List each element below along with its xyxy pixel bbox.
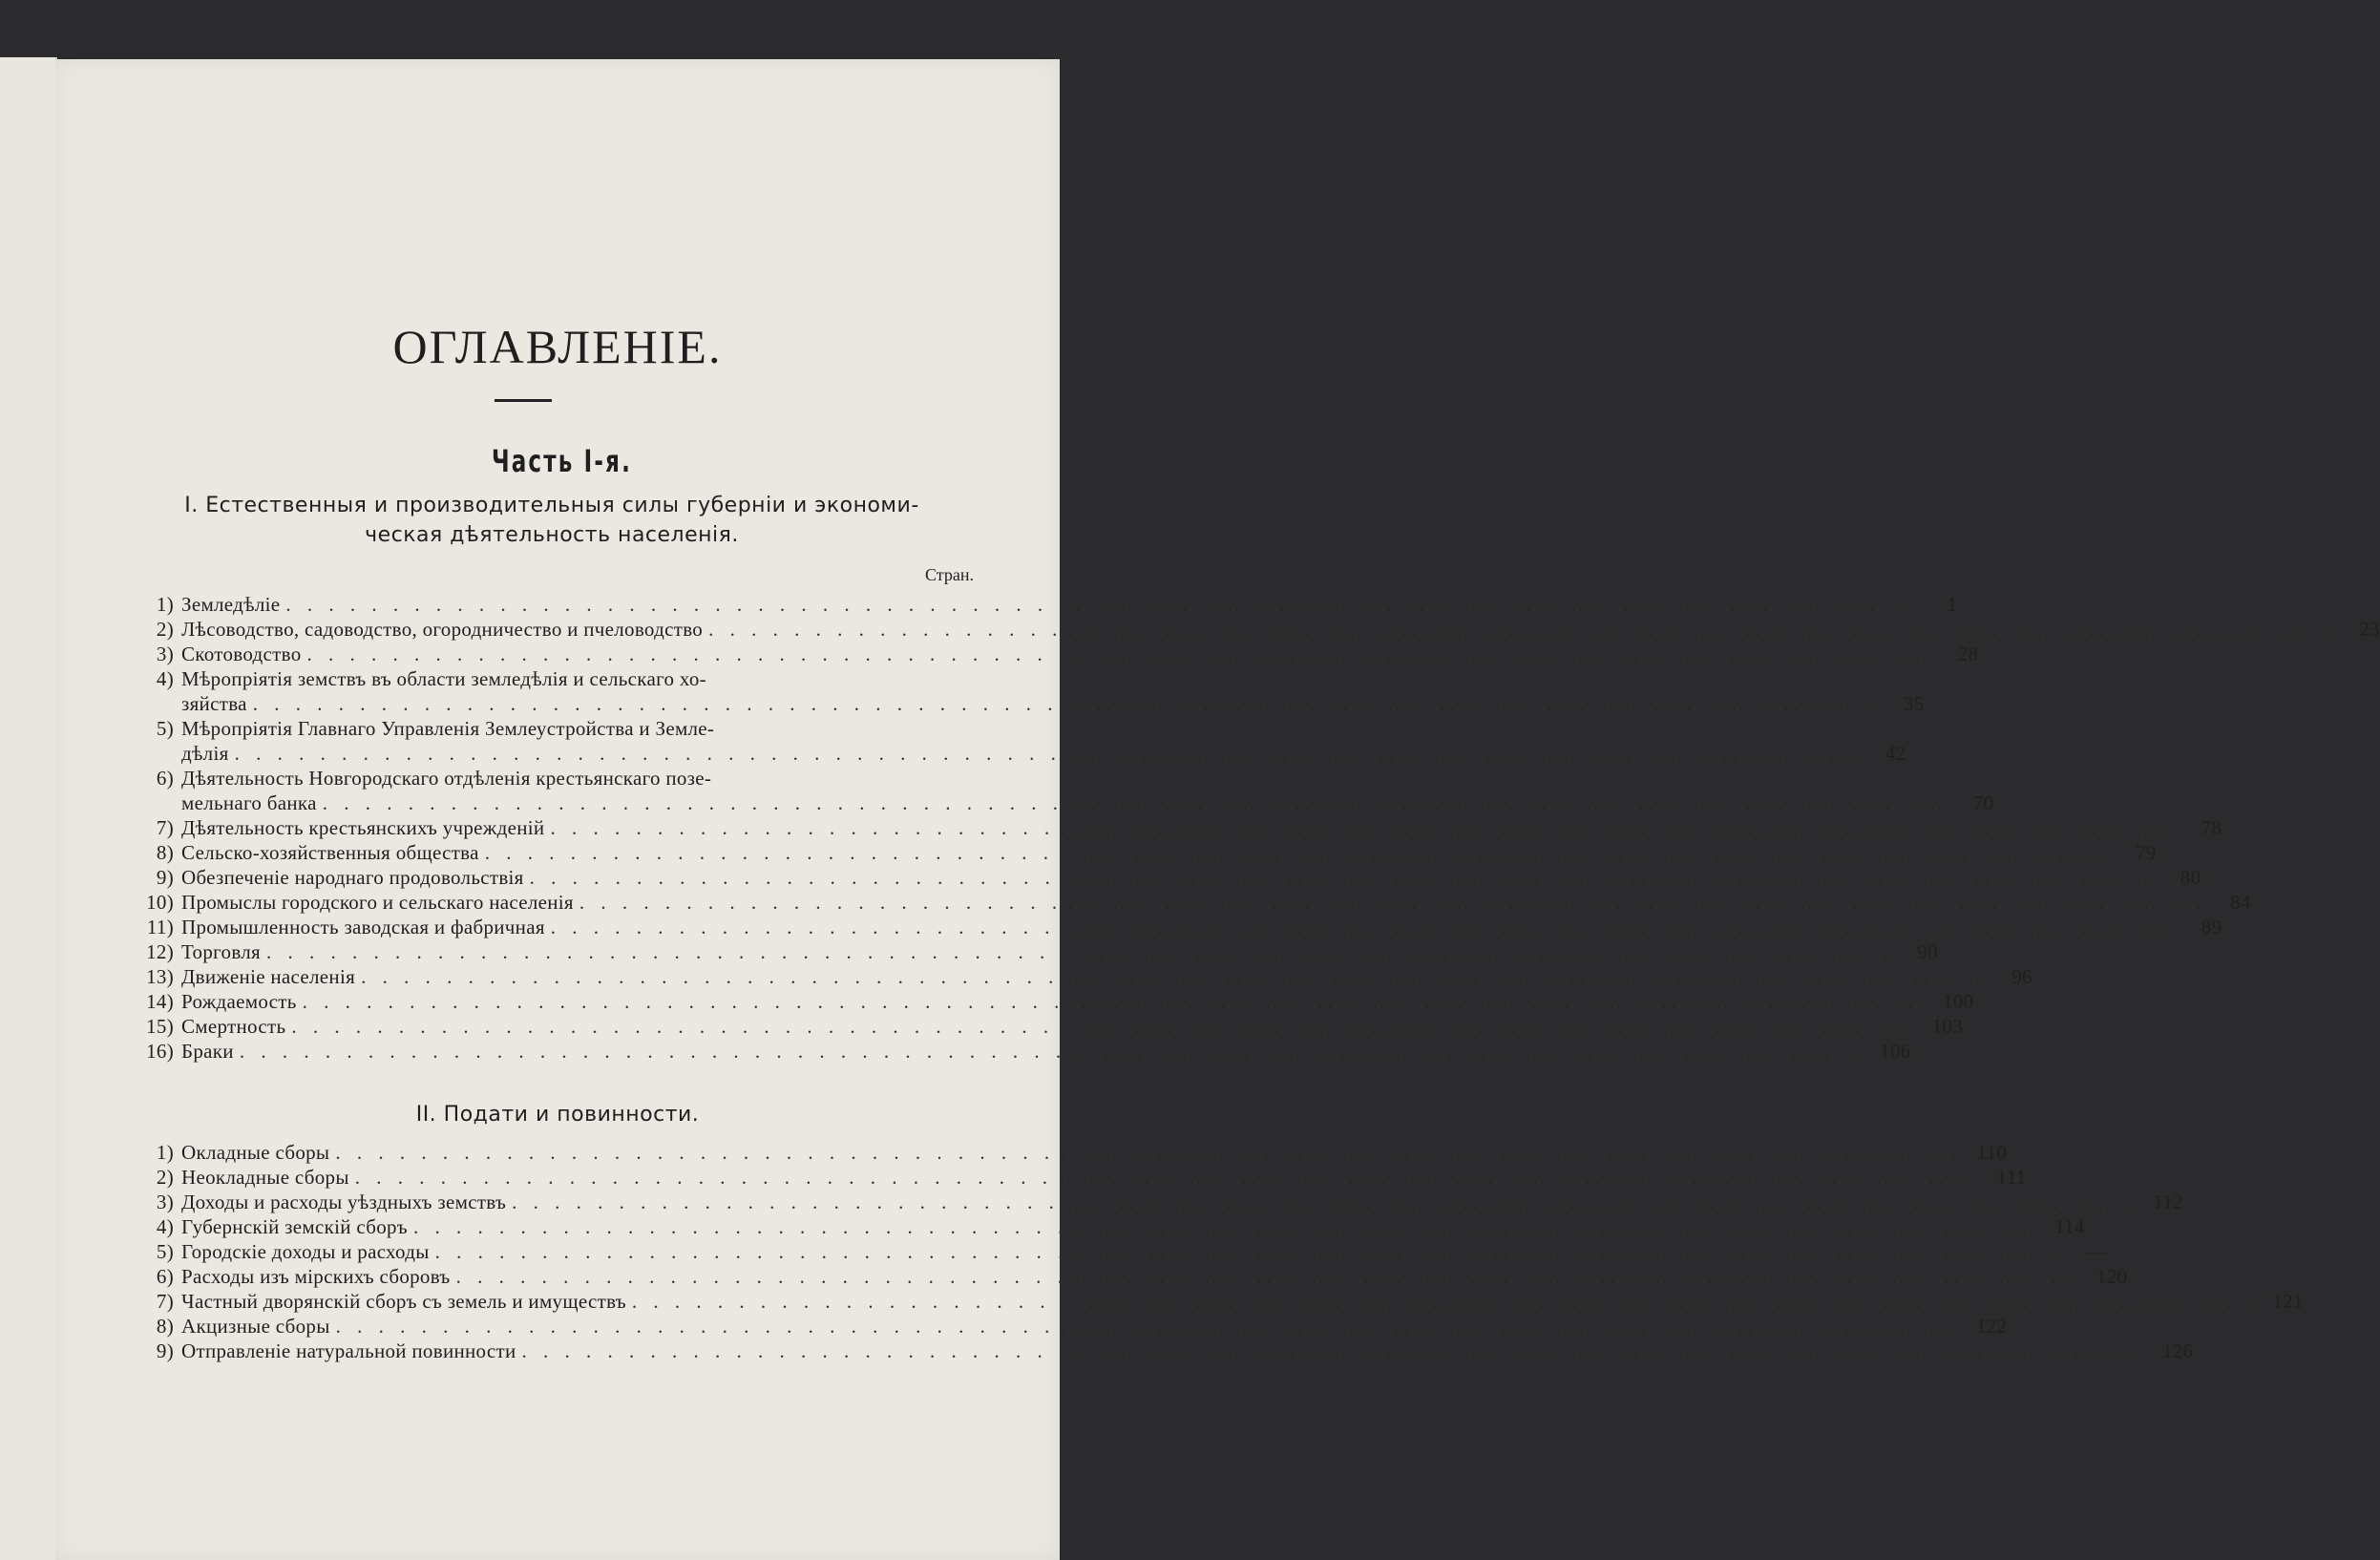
section-1-heading <box>132 491 972 550</box>
toc-entry-page: 79 <box>2135 841 2157 864</box>
toc-entry-title: Отправленіе натуральной повинности <box>181 1339 516 1362</box>
toc-entry-title: Мѣропріятія Главнаго Управленія Землеустройства и Земле- <box>181 717 715 740</box>
toc-entry-line <box>181 939 1938 964</box>
dot-leader <box>303 989 1925 1014</box>
toc-entry <box>132 1289 2304 1314</box>
toc-entry-page: 121 <box>2272 1290 2304 1313</box>
dot-leader <box>485 840 2107 865</box>
toc-entry-line <box>181 1339 2193 1363</box>
toc-entry-body <box>174 1239 2106 1264</box>
dot-leader <box>708 617 2330 642</box>
toc-entry-body <box>174 1014 1963 1039</box>
toc-entry <box>132 890 2251 915</box>
toc-entry-page: 70 <box>1972 791 1994 814</box>
toc-entry-body <box>174 840 2157 865</box>
toc-entry-line <box>181 1039 1911 1064</box>
dot-leader <box>361 964 1983 989</box>
toc-entry-title: Губернскій земскій сборъ <box>181 1215 408 1238</box>
section-1-heading-line-1: I. Естественныя и производительныя силы губерніи и экономи- <box>184 494 919 517</box>
toc-entry-number: 7) <box>156 1290 174 1313</box>
toc-entry-line <box>181 1239 2106 1264</box>
toc-entry-title: Мѣропріятія земствъ въ области земледѣлія и сельскаго хо- <box>181 667 706 690</box>
toc-entry-title: Обезпеченіе народнаго продовольствія <box>181 866 524 889</box>
toc-entry-line <box>181 691 1925 716</box>
toc-entry-page: 110 <box>1976 1141 2008 1164</box>
toc-entry-number: 16) <box>146 1040 174 1063</box>
toc-entry-page: 89 <box>2201 916 2222 938</box>
toc-entry-line <box>181 592 1957 617</box>
toc-entry-title: Рождаемость <box>181 990 297 1013</box>
toc-entry-line <box>181 741 1906 766</box>
toc-entry-number: 1) <box>156 1141 174 1164</box>
toc-entry-number: 7) <box>156 816 174 839</box>
toc-entry-line <box>181 642 1978 666</box>
toc-entry-line <box>181 964 2032 989</box>
toc-entry <box>132 1014 1964 1039</box>
toc-entry-line <box>181 989 1973 1014</box>
toc-entry-page: 42 <box>1885 742 1906 765</box>
toc-entry-body <box>174 1190 2183 1214</box>
dot-leader <box>336 1314 1958 1339</box>
toc-entry-number: 5) <box>156 1240 174 1263</box>
toc-entry-body <box>174 1339 2193 1363</box>
toc-entry-body <box>174 716 1906 766</box>
book-page <box>55 59 2380 1560</box>
toc-entry-number: 9) <box>156 866 174 889</box>
toc-entry-title: Окладные сборы <box>181 1141 330 1164</box>
toc-entry <box>132 1239 2107 1264</box>
toc-entry-number: 8) <box>156 1315 174 1338</box>
toc-entry-number: 14) <box>146 990 174 1013</box>
toc-entry-title: Промышленность заводская и фабричная <box>181 916 545 938</box>
toc-entry-number: 3) <box>156 643 174 665</box>
toc-entry-number: 15) <box>146 1015 174 1038</box>
toc-entry-title: зяйства <box>181 692 247 715</box>
toc-entry-body <box>174 766 1993 815</box>
toc-entry-page: 23 <box>2359 618 2380 641</box>
dot-leader <box>285 592 1907 617</box>
toc-entry-line <box>181 890 2251 915</box>
toc-entry-page: 84 <box>2230 891 2251 914</box>
toc-entry-title: Браки <box>181 1040 234 1063</box>
toc-entry-title: Частный дворянскій сборъ съ земель и имуществъ <box>181 1290 626 1313</box>
toc-entry-page: 122 <box>1975 1315 2008 1338</box>
toc-entry-number: 4) <box>156 1215 174 1238</box>
toc-entry-body <box>174 666 1925 716</box>
toc-entry-page: — <box>2086 1240 2107 1263</box>
toc-entry <box>132 840 2157 865</box>
toc-entry-number: 10) <box>146 891 174 914</box>
toc-entry-page: 80 <box>2180 866 2201 889</box>
toc-entry-body <box>174 1289 2304 1314</box>
toc-entry-line <box>181 1140 2007 1165</box>
toc-entry-page: 111 <box>1996 1166 2027 1189</box>
dot-leader <box>550 815 2172 840</box>
toc-entry-line <box>181 1014 1963 1039</box>
toc-entry-line <box>181 840 2157 865</box>
toc-entry-body <box>174 865 2201 890</box>
toc-entry-title: Доходы и расходы уѣздныхъ земствъ <box>181 1191 507 1213</box>
toc-entry-page: 1 <box>1947 593 1958 616</box>
toc-entry <box>132 1214 2085 1239</box>
toc-entry-body <box>174 915 2222 939</box>
dot-leader <box>240 1039 1862 1064</box>
toc-entry <box>132 915 2222 939</box>
dot-leader <box>355 1165 1977 1190</box>
section-1-contents <box>132 592 2380 1064</box>
toc-entry-title: мельнаго банка <box>181 791 317 814</box>
toc-entry-body <box>174 1165 2027 1190</box>
toc-entry-body <box>174 592 1957 617</box>
toc-entry-number: 11) <box>146 916 174 938</box>
section-1-heading-line-2: ческая дѣятельность населенія. <box>365 523 739 547</box>
dot-leader <box>456 1264 2078 1289</box>
page-title: ОГЛАВЛЕНІЕ. <box>392 320 723 373</box>
toc-entry-page: 35 <box>1903 692 1925 715</box>
toc-entry-line <box>181 1314 2007 1339</box>
toc-entry-title: Движеніе населенія <box>181 965 356 988</box>
toc-entry-title: Дѣятельность Новгородскаго отдѣленія крестьянскаго позе- <box>181 767 712 790</box>
toc-entry-number: 2) <box>156 1166 174 1189</box>
toc-entry-number: 2) <box>156 618 174 641</box>
section-2-contents <box>132 1140 2304 1363</box>
toc-entry-page: 114 <box>2054 1215 2085 1238</box>
toc-entry-body <box>174 1314 2007 1339</box>
toc-entry-line <box>181 815 2222 840</box>
toc-entry-title: дѣлія <box>181 742 229 765</box>
toc-entry-page: 126 <box>2161 1339 2194 1362</box>
toc-entry-line <box>181 865 2201 890</box>
dot-leader <box>335 1140 1957 1165</box>
toc-entry-line <box>181 915 2222 939</box>
dot-leader <box>307 642 1929 666</box>
toc-entry-title: Скотоводство <box>181 643 302 665</box>
section-2-heading: II. Подати и повинности. <box>415 1103 700 1127</box>
dot-leader <box>435 1239 2057 1264</box>
toc-entry <box>132 1314 2008 1339</box>
toc-entry-number: 5) <box>156 717 174 740</box>
dot-leader <box>632 1289 2254 1314</box>
toc-entry <box>132 766 1994 815</box>
toc-entry-title: Смертность <box>181 1015 286 1038</box>
toc-entry-number: 12) <box>146 940 174 963</box>
toc-entry-number: 13) <box>146 965 174 988</box>
toc-entry-title: Акцизные сборы <box>181 1315 330 1338</box>
toc-entry-title: Промыслы городского и сельскаго населенія <box>181 891 574 914</box>
dot-leader <box>253 691 1875 716</box>
dot-leader <box>235 741 1857 766</box>
dot-leader <box>530 865 2152 890</box>
toc-entry <box>132 642 1979 666</box>
toc-entry-body <box>174 890 2251 915</box>
toc-entry-line <box>181 617 2380 642</box>
toc-entry-body <box>174 989 1973 1014</box>
toc-entry-number: 8) <box>156 841 174 864</box>
toc-entry <box>132 989 1974 1014</box>
toc-entry-title: Неокладные сборы <box>181 1166 349 1189</box>
toc-entry-body <box>174 617 2380 642</box>
toc-entry-body <box>174 1214 2085 1239</box>
toc-entry <box>132 617 2380 642</box>
toc-entry-page: 112 <box>2153 1191 2183 1213</box>
page-column-label: Стран. <box>925 565 974 584</box>
toc-entry-body <box>174 1264 2127 1289</box>
toc-entry-body <box>174 964 2032 989</box>
toc-entry-title: Торговля <box>181 940 262 963</box>
toc-entry <box>132 1339 2194 1363</box>
toc-entry <box>132 865 2201 890</box>
toc-entry-page: 90 <box>1917 940 1938 963</box>
dot-leader <box>522 1339 2144 1363</box>
toc-entry-page: 28 <box>1957 643 1979 665</box>
dot-leader <box>323 791 1945 815</box>
toc-entry-line <box>181 1214 2085 1239</box>
toc-entry <box>132 666 1925 716</box>
toc-entry-number: 4) <box>156 667 174 690</box>
dot-leader <box>266 939 1888 964</box>
toc-entry-page: 100 <box>1943 990 1974 1013</box>
toc-entry-body <box>174 642 1978 666</box>
dot-leader <box>291 1014 1913 1039</box>
toc-entry-page: 78 <box>2201 816 2222 839</box>
toc-entry-title: Лѣсоводство, садоводство, огородничество и пчеловодство <box>181 618 704 641</box>
facing-page-edge <box>0 57 57 1560</box>
dot-leader <box>413 1214 2035 1239</box>
toc-entry-page: 103 <box>1931 1015 1964 1038</box>
dot-leader <box>551 915 2173 939</box>
toc-entry-number: 3) <box>156 1191 174 1213</box>
toc-entry-title: Дѣятельность крестьянскихъ учрежденій <box>181 816 545 839</box>
toc-entry-number: 1) <box>156 593 174 616</box>
title-divider <box>495 399 552 402</box>
toc-entry-body <box>174 1039 1911 1064</box>
toc-entry <box>132 964 2032 989</box>
dot-leader <box>579 890 2201 915</box>
toc-entry-line <box>181 1289 2304 1314</box>
toc-entry-line <box>181 1264 2127 1289</box>
toc-entry-line <box>181 791 1993 815</box>
toc-entry-number: 6) <box>156 767 174 790</box>
toc-entry <box>132 1264 2128 1289</box>
toc-entry-title: Городскіе доходы и расходы <box>181 1240 430 1263</box>
toc-entry-line <box>181 1190 2183 1214</box>
toc-entry <box>132 592 1958 617</box>
toc-entry-number: 6) <box>156 1265 174 1288</box>
toc-entry-line <box>181 1165 2027 1190</box>
toc-entry-body <box>174 939 1938 964</box>
toc-entry <box>132 939 1938 964</box>
toc-entry-title: Расходы изъ мірскихъ сборовъ <box>181 1265 451 1288</box>
toc-entry-body <box>174 815 2222 840</box>
toc-entry <box>132 716 1906 766</box>
toc-entry-number: 9) <box>156 1339 174 1362</box>
toc-entry-page: 96 <box>2011 965 2032 988</box>
toc-entry <box>132 1165 2027 1190</box>
toc-entry <box>132 815 2222 840</box>
toc-entry-title: Сельско-хозяйственныя общества <box>181 841 479 864</box>
part-heading: Часть І-я. <box>491 443 632 479</box>
toc-entry <box>132 1039 1911 1064</box>
toc-entry <box>132 1190 2183 1214</box>
dot-leader <box>512 1190 2134 1214</box>
toc-entry-body <box>174 1140 2007 1165</box>
toc-entry-page: 120 <box>2096 1265 2128 1288</box>
toc-entry-page: 106 <box>1880 1040 1911 1063</box>
toc-entry <box>132 1140 2008 1165</box>
toc-entry-title: Земледѣліе <box>181 593 281 616</box>
